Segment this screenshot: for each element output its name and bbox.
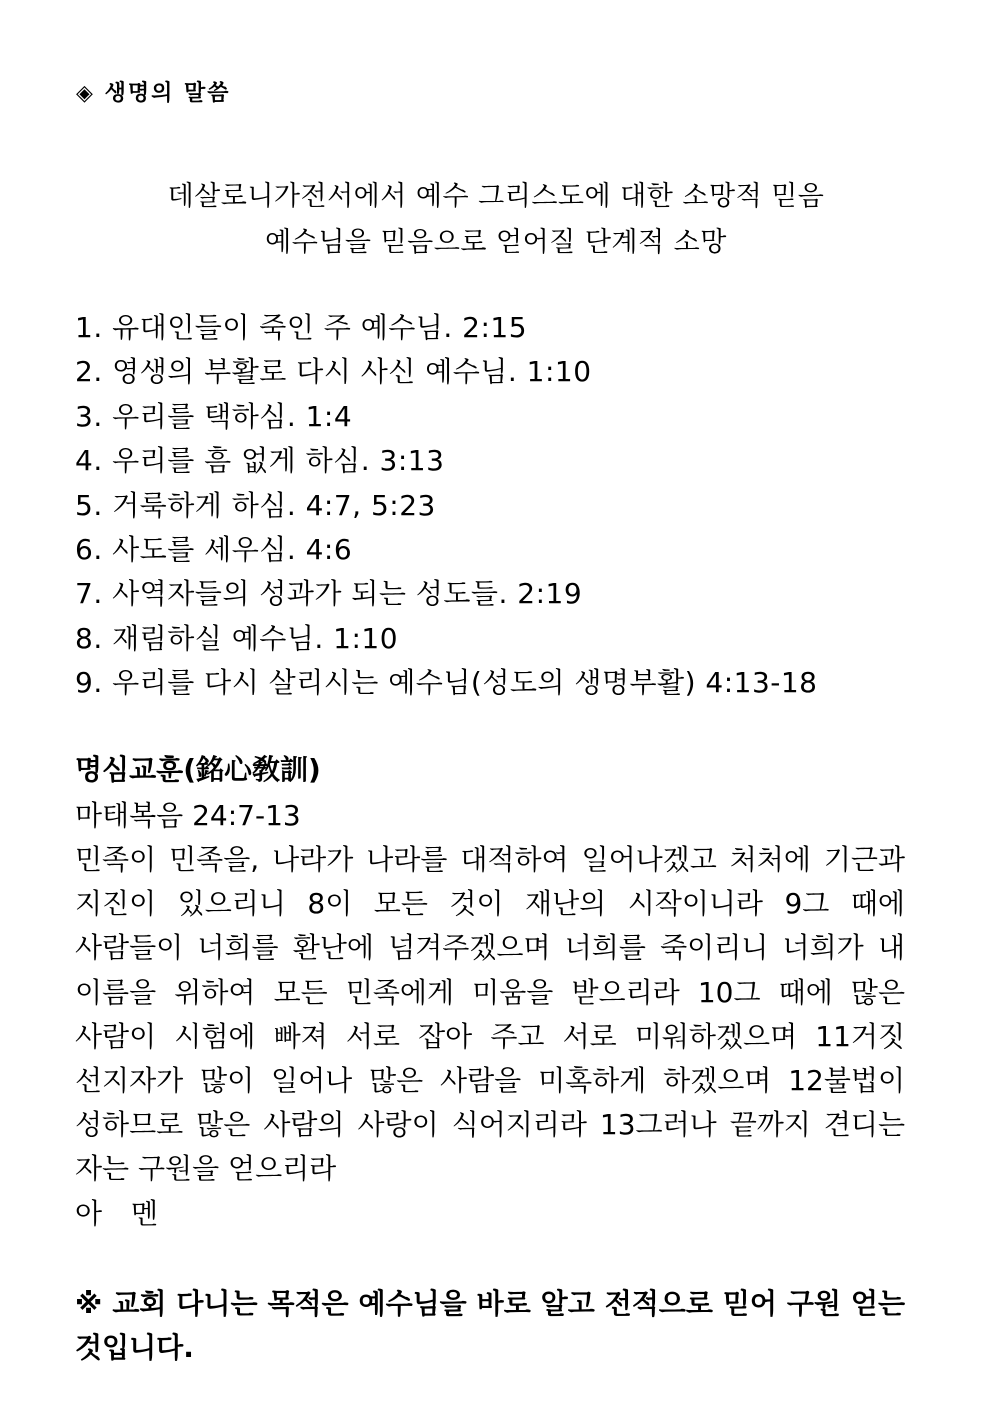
list-item-text: 거룩하게 하심. 4:7, 5:23 xyxy=(112,488,436,522)
list-item xyxy=(75,661,818,705)
list-item xyxy=(75,439,818,483)
list-item-text: 유대인들이 죽인 주 예수님. 2:15 xyxy=(112,311,528,344)
list-item-number: 1. xyxy=(75,311,103,344)
closing-statement: ※ 교회 다니는 목적은 예수님을 바로 알고 전적으로 믿어 구원 얻는 것입니다. xyxy=(75,1287,905,1364)
amen-text: 아 멘 xyxy=(75,1196,168,1230)
list-item-number: 6. xyxy=(75,533,103,567)
list-item xyxy=(75,528,818,572)
list-item xyxy=(75,395,818,439)
list-item xyxy=(75,350,818,394)
section-label: ◈ 생명의 말씀 xyxy=(76,80,231,106)
list-item-text: 영생의 부활로 다시 사신 예수님. 1:10 xyxy=(112,355,592,389)
list-item-number: 4. xyxy=(75,444,103,478)
sub-title: 예수님을 믿음으로 얻어질 단계적 소망 xyxy=(265,227,727,258)
list-item-text: 사역자들의 성과가 되는 성도들. 2:19 xyxy=(112,577,583,611)
list-item-number: 5. xyxy=(75,488,103,522)
list-item xyxy=(75,306,818,350)
list-item-text: 우리를 택하심. 1:4 xyxy=(112,399,353,433)
list-item-text: 재림하실 예수님. 1:10 xyxy=(112,621,399,655)
main-title: 데살로니가전서에서 예수 그리스도에 대한 소망적 믿음 xyxy=(167,181,825,212)
list-item-number: 9. xyxy=(75,666,103,700)
scripture-text: 민족이 민족을, 나라가 나라를 대적하여 일어나겠고 처처에 기근과 지진이 있으리니 8이 모든 것이 재난의 시작이니라 9그 때에 사람들이 너희를 환난에 넘겨주겠으며 너희를 죽이리니 너희가 내 이름을 위하여 모든 민족에게 미움을 받으리라 10그 때에 많은 사람이 시험에 빠져 서로 잡아 주고 서로 미워하겠으며 11거짓 선지자가 많이 일어나 많은 사람을 미혹하게 하겠으며 12불법이 성하므로 많은 사람의 사랑이 식어지리라 13그러나 끝까지 견디는 자는 구원을 얻으리라 xyxy=(75,843,905,1186)
motto-heading: 명심교훈(銘心敎訓) xyxy=(75,753,321,786)
list-item xyxy=(75,484,818,528)
list-item-text: 사도를 세우심. 4:6 xyxy=(112,533,353,567)
list-item-text: 우리를 다시 살리시는 예수님(성도의 생명부활) 4:13-18 xyxy=(112,666,818,700)
list-item-number: 2. xyxy=(75,355,103,389)
list-item xyxy=(75,617,818,661)
title-block xyxy=(0,174,992,266)
list-item-number: 8. xyxy=(75,621,103,655)
list-item-number: 7. xyxy=(75,577,103,611)
list-item-number: 3. xyxy=(75,399,103,433)
scripture-reference: 마태복음 24:7-13 xyxy=(75,799,301,832)
list-item xyxy=(75,572,818,616)
hope-list xyxy=(75,306,818,706)
motto-section xyxy=(75,746,905,1236)
list-item-text: 우리를 흠 없게 하심. 3:13 xyxy=(112,444,445,478)
